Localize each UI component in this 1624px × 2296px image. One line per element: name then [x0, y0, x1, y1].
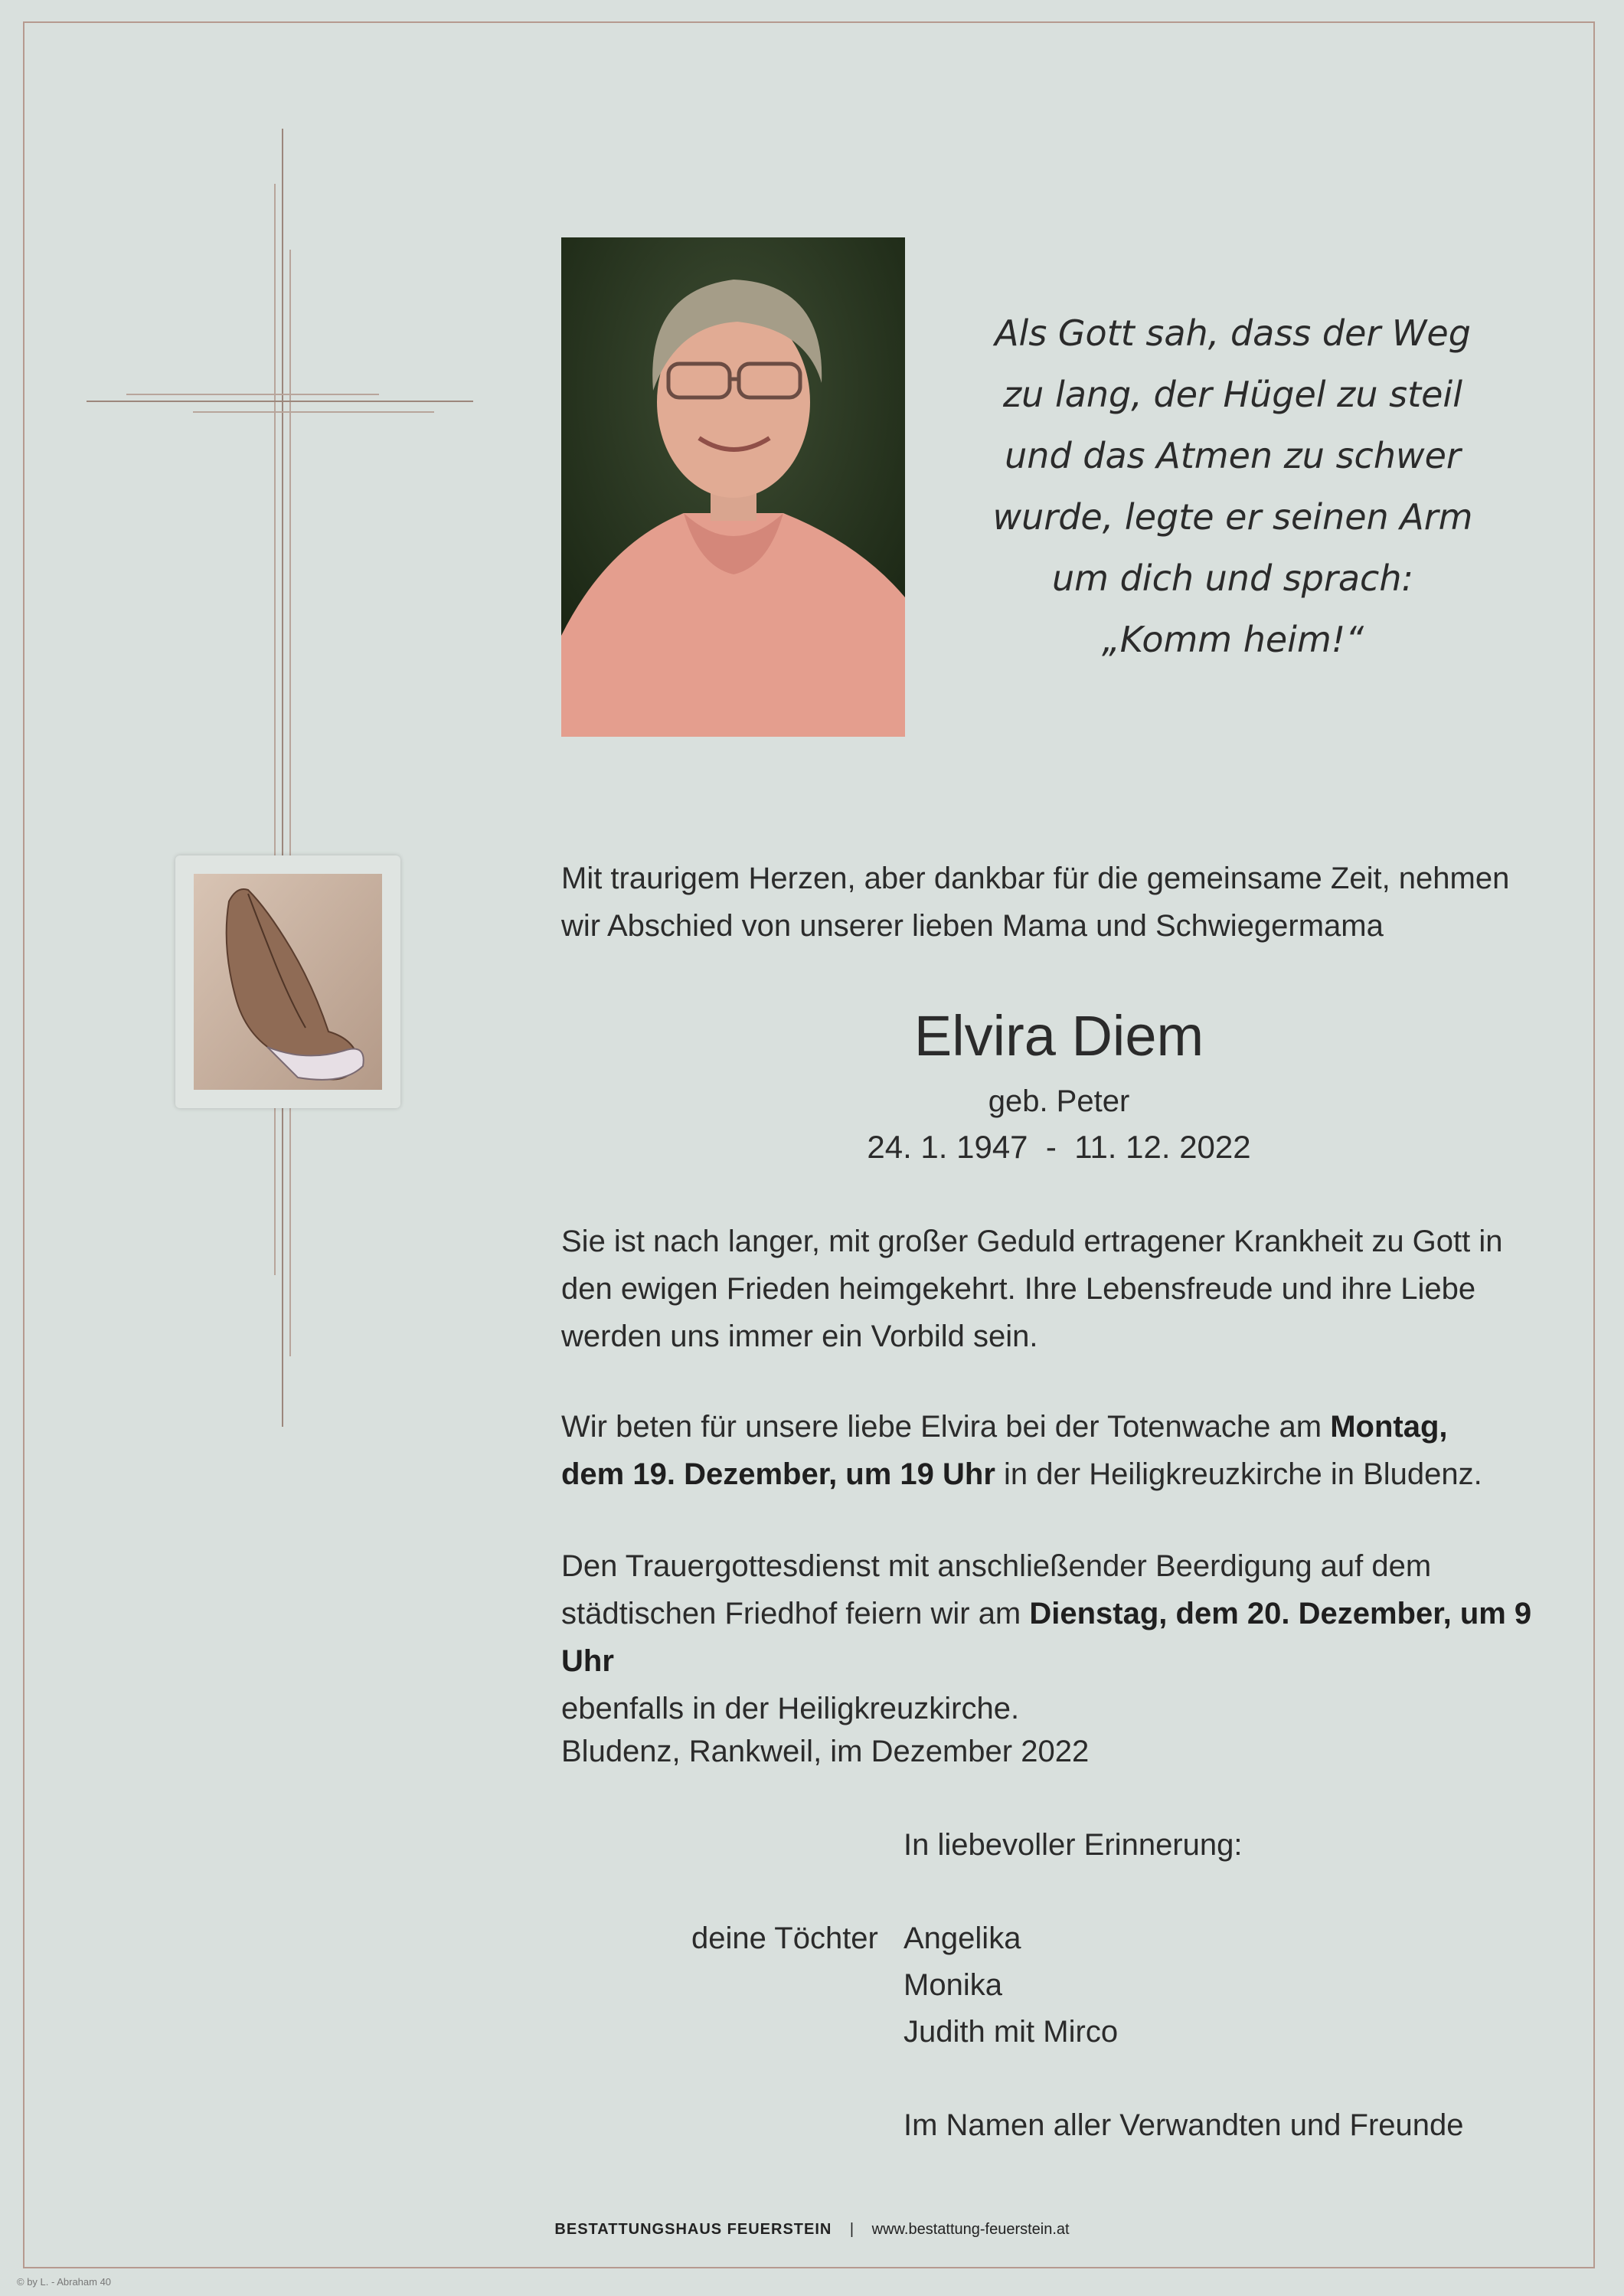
mourner-name: Monika	[903, 1968, 1002, 2002]
copyright-note: © by L. - Abraham 40	[17, 2276, 112, 2288]
deceased-name: Elvira Diem	[913, 1004, 1204, 1068]
place-date: Bludenz, Rankweil, im Dezember 2022	[561, 1735, 1090, 1768]
poem-line: wurde, legte er seinen Arm	[992, 496, 1473, 538]
life-dates: 24. 1. 1947 - 11. 12. 2022	[867, 1129, 1251, 1165]
footer	[0, 2221, 1624, 2239]
relation-label: deine Töchter	[691, 1922, 878, 1955]
poem-line: Als Gott sah, dass der Weg	[995, 312, 1471, 354]
paragraph-wake: Wir beten für unsere liebe Elvira bei der Totenwache am Montag, dem 19. Dezember, um 19 Uhr in der Heiligkreuzkirche in Bludenz.	[561, 1410, 1482, 1491]
praying-hands-image	[175, 855, 400, 1108]
poem-line: und das Atmen zu schwer	[1005, 435, 1461, 476]
paragraph-illness: Sie ist nach langer, mit großer Geduld ertragener Krankheit zu Gott in den ewigen Frieden heimgekehrt. Ihre Lebensfreude und ihre Liebe werden uns immer ein Vorbild sein.	[561, 1225, 1503, 1353]
intro-text: Mit traurigem Herzen, aber dankbar für die gemeinsame Zeit, nehmen wir Abschied von unserer lieben Mama und Schwiegermama	[561, 862, 1510, 943]
funeral-home-name: BESTATTUNGSHAUS FEUERSTEIN	[554, 2221, 832, 2238]
mourner-name: Angelika	[903, 1922, 1021, 1955]
mourner-name: Judith mit Mirco	[903, 2015, 1119, 2049]
closing-line: Im Namen aller Verwandten und Freunde	[903, 2108, 1464, 2142]
remembrance-heading: In liebevoller Erinnerung:	[903, 1828, 1243, 1862]
birth-name: geb. Peter	[988, 1084, 1130, 1118]
poem	[942, 303, 1524, 670]
footer-separator: |	[849, 2221, 854, 2238]
poem-line: „Komm heim!“	[1101, 619, 1364, 660]
portrait-photo	[561, 237, 905, 737]
paragraph-funeral: Den Trauergottesdienst mit anschließender Beerdigung auf dem städtischen Friedhof feiern wir am Dienstag, dem 20. Dezember, um 9 Uhr ebenfalls in der Heiligkreuzkirche.	[561, 1549, 1532, 1725]
poem-line: zu lang, der Hügel zu steil	[1003, 374, 1462, 415]
poem-line: um dich und sprach:	[1052, 558, 1413, 599]
funeral-home-url: www.bestattung-feuerstein.at	[871, 2221, 1070, 2238]
